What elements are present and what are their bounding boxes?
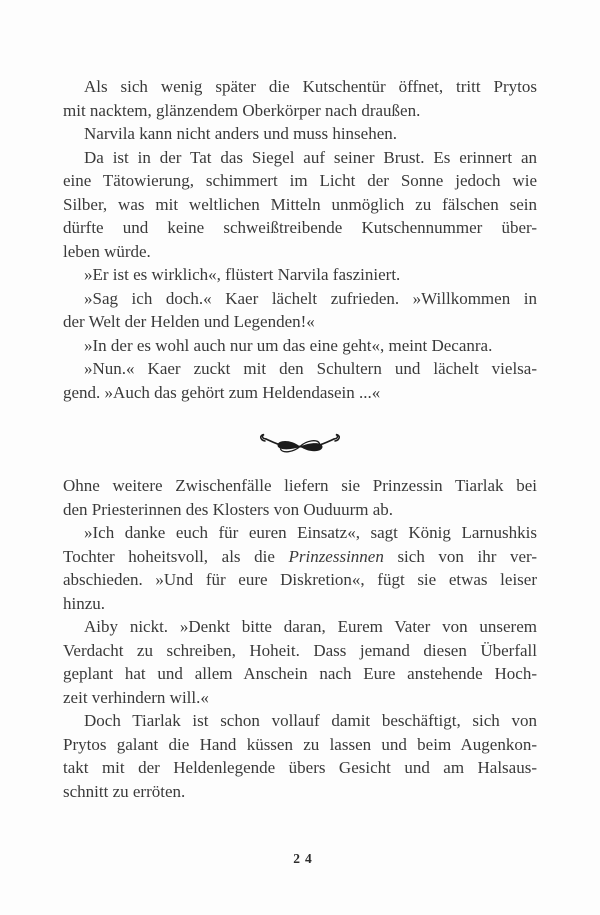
text-line: abschieden. »Und für eure Diskretion«, fügt sie etwas leiser xyxy=(63,570,537,589)
text-line: »In der es wohl auch nur um das eine geht«, meint Decanra. xyxy=(84,335,493,355)
text-line: den Priesterinnen des Klosters von Ouduurm ab. xyxy=(63,499,394,519)
section-scene-2 xyxy=(63,474,537,803)
page-number: 24 xyxy=(293,851,317,866)
text-line: »Er ist es wirklich«, flüstert Narvila fasziniert. xyxy=(84,265,401,284)
paragraph xyxy=(63,474,537,521)
text-line: Als sich wenig später die Kutschentür öffnet, tritt Prytos xyxy=(84,77,537,96)
text-line: Da ist in der Tat das Siegel auf seiner Brust. Es erinnert an xyxy=(84,147,537,167)
paragraph xyxy=(63,357,537,404)
paragraph xyxy=(63,709,537,803)
paragraph xyxy=(63,287,537,334)
text-line: Tochter hoheitsvoll, als die Prinzessinnen sich von ihr ver- xyxy=(63,546,537,566)
paragraph xyxy=(63,334,537,358)
text-line: »Sag ich doch.« Kaer lächelt zufrieden. »Willkommen in xyxy=(84,288,537,308)
text-line: »Ich danke euch für euren Einsatz«, sagt König Larnushkis xyxy=(84,523,537,542)
text-line: Silber, was mit weltlichen Mitteln unmöglich zu fälschen sein xyxy=(63,194,537,214)
text-line: »Nun.« Kaer zuckt mit den Schultern und lächelt vielsa- xyxy=(84,359,537,378)
paragraph xyxy=(63,521,537,615)
text-line: Prytos galant die Hand küssen zu lassen und beim Augenkon- xyxy=(63,734,537,754)
paragraph xyxy=(63,615,537,709)
text-line: eine Tätowierung, schimmert im Licht der Sonne jedoch wie xyxy=(63,171,537,190)
text-line: geplant hat und allem Anschein nach Eure anstehende Hoch- xyxy=(63,664,537,683)
section-divider xyxy=(63,431,537,457)
paragraph xyxy=(63,263,537,287)
text-line: leben würde. xyxy=(63,241,151,261)
paragraph xyxy=(63,75,537,122)
text-line: schnitt zu erröten. xyxy=(63,781,186,801)
text-line: der Welt der Helden und Legenden!« xyxy=(63,312,315,331)
text-line: Ohne weitere Zwischenfälle liefern sie Prinzessin Tiarlak bei xyxy=(63,476,537,495)
text-line: Verdacht zu schreiben, Hoheit. Dass jemand diesen Überfall xyxy=(63,640,537,660)
text-line: Narvila kann nicht anders und muss hinsehen. xyxy=(84,124,398,143)
text-line: hinzu. xyxy=(63,593,106,613)
paragraph xyxy=(63,146,537,264)
paragraph xyxy=(63,122,537,146)
page-text xyxy=(63,75,537,803)
text-line: takt mit der Heldenlegende übers Gesicht und am Halsaus- xyxy=(63,758,537,777)
text-line: gend. »Auch das gehört zum Heldendasein ...« xyxy=(63,382,381,402)
section-scene-1 xyxy=(63,75,537,404)
text-line: zeit verhindern will.« xyxy=(63,687,209,707)
text-line: mit nacktem, glänzendem Oberkörper nach draußen. xyxy=(63,100,421,120)
flourish-icon xyxy=(254,431,346,457)
text-line: Aiby nickt. »Denkt bitte daran, Eurem Vater von unserem xyxy=(84,617,537,636)
text-line: Doch Tiarlak ist schon vollauf damit beschäftigt, sich von xyxy=(84,711,537,730)
text-line: dürfte und keine schweißtreibende Kutschennummer über- xyxy=(63,218,537,237)
